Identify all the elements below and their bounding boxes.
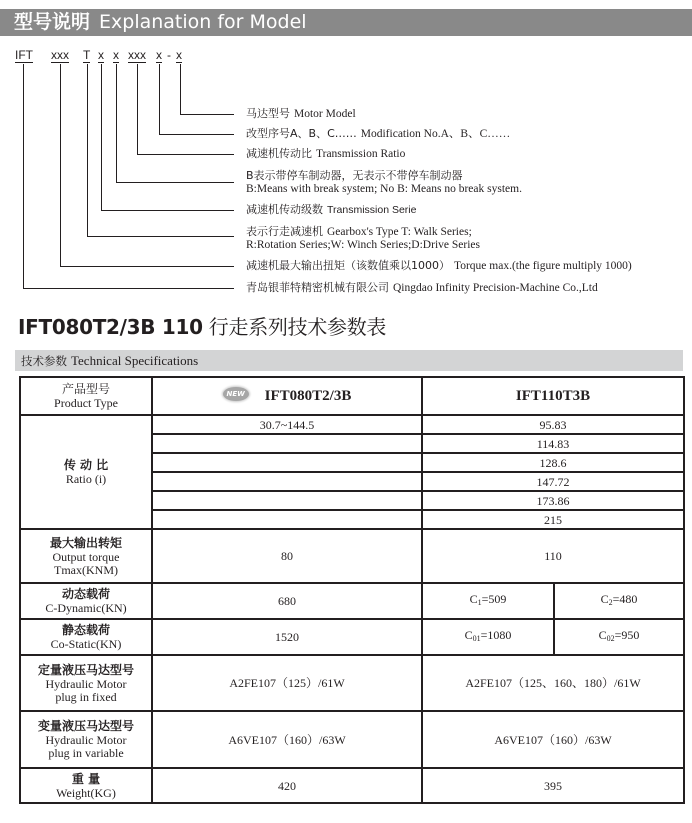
explanation-motor-model	[246, 107, 356, 121]
section-header	[0, 9, 692, 36]
tree-line	[23, 64, 24, 288]
label-en-2: plug in fixed	[55, 689, 117, 704]
tree-line	[116, 64, 117, 182]
row-label	[20, 415, 152, 529]
cell-empty	[152, 510, 422, 529]
label-zh: 马达型号	[246, 107, 290, 120]
cell-value	[422, 619, 554, 655]
value: =1080	[480, 628, 512, 642]
model-header-2: IFT110T3B	[422, 377, 684, 415]
label-zh: 传 动 比	[63, 458, 109, 472]
spec-band-zh: 技术参数	[21, 354, 67, 368]
explanation-transmission-serie	[246, 203, 416, 217]
code-seg-brake: x	[113, 48, 119, 62]
table-row-weight	[20, 768, 684, 803]
page-title	[18, 311, 386, 340]
code-seg-type: T	[83, 48, 91, 62]
subscript: 2	[608, 598, 613, 607]
cell-value: A2FE107（125）/61W	[152, 655, 422, 711]
explanation-company	[246, 281, 598, 295]
tree-line	[137, 64, 138, 154]
table-row-fixed-motor	[20, 655, 684, 711]
spec-table	[19, 376, 685, 804]
label-zh: 减速机传动级数	[246, 203, 323, 216]
explanation-brake	[246, 169, 522, 196]
label-en: Modification No.A、B、C……	[360, 128, 511, 140]
tree-line	[159, 64, 160, 134]
cell-value: 1520	[152, 619, 422, 655]
cell-value: 395	[422, 768, 684, 803]
label-en: Torque max.(the figure multiply 1000)	[454, 260, 632, 272]
explanation-modification	[246, 127, 510, 141]
label-en: B:Means with break system; No B: Means no break system.	[246, 183, 522, 195]
tree-line	[87, 64, 88, 236]
label-zh: B表示带停车制动器，无表示不带停车制动器	[246, 169, 463, 182]
code-seg-torque: xxx	[51, 48, 69, 62]
model-name: IFT080T2/3B	[264, 387, 352, 404]
label-zh: 最大输出转矩	[49, 535, 122, 550]
code-seg-ratio: xxx	[128, 48, 146, 62]
tree-line	[137, 154, 234, 155]
label-en: C-Dynamic(KN)	[45, 601, 127, 615]
label-zh: 青岛银菲特精密机械有限公司	[246, 281, 389, 294]
label-en: Gearbox's Type T: Walk Series;	[327, 226, 472, 238]
tree-line	[101, 64, 102, 210]
label-en: Ratio (i)	[65, 472, 107, 486]
explanation-torque	[246, 259, 632, 273]
table-row-torque	[20, 529, 684, 583]
value: =509	[481, 592, 507, 606]
label-zh: 静态载荷	[61, 623, 110, 637]
label-en-2: Tmax(KNM)	[54, 562, 118, 577]
row-label	[20, 529, 152, 583]
spec-band-en: Technical Specifications	[71, 353, 199, 368]
tree-line	[180, 114, 234, 115]
subscript: 01	[472, 634, 481, 643]
cell-value: 80	[152, 529, 422, 583]
symbol: C	[598, 628, 607, 642]
label-en: Output torque	[52, 549, 120, 564]
label-en: Product Type	[54, 396, 118, 410]
value: =950	[614, 628, 640, 642]
row-label	[20, 655, 152, 711]
cell-value: 30.7~144.5	[152, 415, 422, 434]
label-zh: 产品型号	[61, 382, 110, 396]
cell-value: A2FE107（125、160、180）/61W	[422, 655, 684, 711]
label-zh: 改型序号A、B、C……	[246, 127, 357, 140]
cell-empty	[152, 453, 422, 472]
code-seg-stage: x	[98, 48, 104, 62]
cell-empty	[152, 434, 422, 453]
section-header-zh: 型号说明	[14, 11, 91, 33]
model-header-1	[152, 377, 422, 415]
cell-empty	[152, 491, 422, 510]
cell-empty	[152, 472, 422, 491]
label-zh: 减速机最大输出扭矩（该数值乘以1000）	[246, 259, 450, 272]
label-zh: 定量液压马达型号	[37, 662, 134, 677]
label-zh: 动态载荷	[61, 587, 110, 601]
cell-value: 173.86	[422, 491, 684, 510]
label-zh: 减速机传动比	[246, 147, 312, 160]
cell-value	[554, 619, 684, 655]
label-en: Hydraulic Motor	[45, 676, 127, 691]
explanation-transmission-ratio	[246, 147, 405, 161]
symbol: C	[469, 592, 478, 606]
row-label	[20, 619, 152, 655]
subscript: 1	[477, 598, 482, 607]
row-label	[20, 711, 152, 768]
code-seg-modification: x	[156, 48, 162, 62]
tree-line	[101, 210, 234, 211]
tree-line	[180, 64, 181, 114]
code-seg-dash: -	[167, 48, 171, 62]
table-row-dynamic	[20, 583, 684, 619]
cell-value: 215	[422, 510, 684, 529]
label-en: Weight(KG)	[56, 785, 116, 800]
symbol: C	[600, 592, 609, 606]
code-seg-motor: x	[176, 48, 182, 62]
new-badge-icon: NEW	[223, 387, 249, 401]
cell-value: 420	[152, 768, 422, 803]
spec-band	[15, 350, 683, 371]
label-zh: 表示行走减速机	[246, 225, 323, 238]
table-row-ratio	[20, 415, 684, 434]
subscript: 02	[606, 634, 615, 643]
tree-line	[60, 266, 234, 267]
tree-line	[23, 288, 234, 289]
cell-value: 128.6	[422, 453, 684, 472]
label-zh: 变量液压马达型号	[37, 719, 134, 733]
title-zh: 行走系列技术参数表	[208, 315, 387, 339]
label-en: Hydraulic Motor	[45, 733, 127, 747]
label-en: Qingdao Infinity Precision-Machine Co.,Ltd	[393, 282, 598, 294]
row-label	[20, 583, 152, 619]
cell-value: 147.72	[422, 472, 684, 491]
cell-value: A6VE107（160）/63W	[422, 711, 684, 768]
symbol: C	[464, 628, 473, 642]
cell-value: A6VE107（160）/63W	[152, 711, 422, 768]
cell-value: 110	[422, 529, 684, 583]
label-en: Motor Model	[294, 108, 356, 120]
section-header-en: Explanation for Model	[99, 11, 307, 33]
tree-line	[87, 236, 234, 237]
cell-value: 680	[152, 583, 422, 619]
label-en: Transmission Ratio	[316, 148, 406, 160]
row-label	[20, 377, 152, 415]
title-model: IFT080T2/3B 110	[18, 315, 203, 339]
tree-line	[159, 134, 234, 135]
value: =480	[612, 592, 638, 606]
tree-line	[116, 182, 234, 183]
tree-line	[60, 64, 61, 266]
explanation-gearbox-type	[246, 225, 480, 252]
row-label	[20, 768, 152, 803]
cell-value	[422, 583, 554, 619]
code-seg-ift: IFT	[15, 48, 33, 62]
label-zh: 重 量	[71, 771, 101, 786]
label-en-2: R:Rotation Series;W: Winch Series;D:Drive Series	[246, 239, 480, 251]
table-row-product-type	[20, 377, 684, 415]
label-en: Transmission Serie	[327, 204, 417, 216]
table-row-static	[20, 619, 684, 655]
table-row-variable-motor	[20, 711, 684, 768]
cell-value: 114.83	[422, 434, 684, 453]
label-en: Co-Static(KN)	[50, 637, 122, 651]
cell-value	[554, 583, 684, 619]
cell-value: 95.83	[422, 415, 684, 434]
label-en-2: plug in variable	[48, 746, 124, 760]
